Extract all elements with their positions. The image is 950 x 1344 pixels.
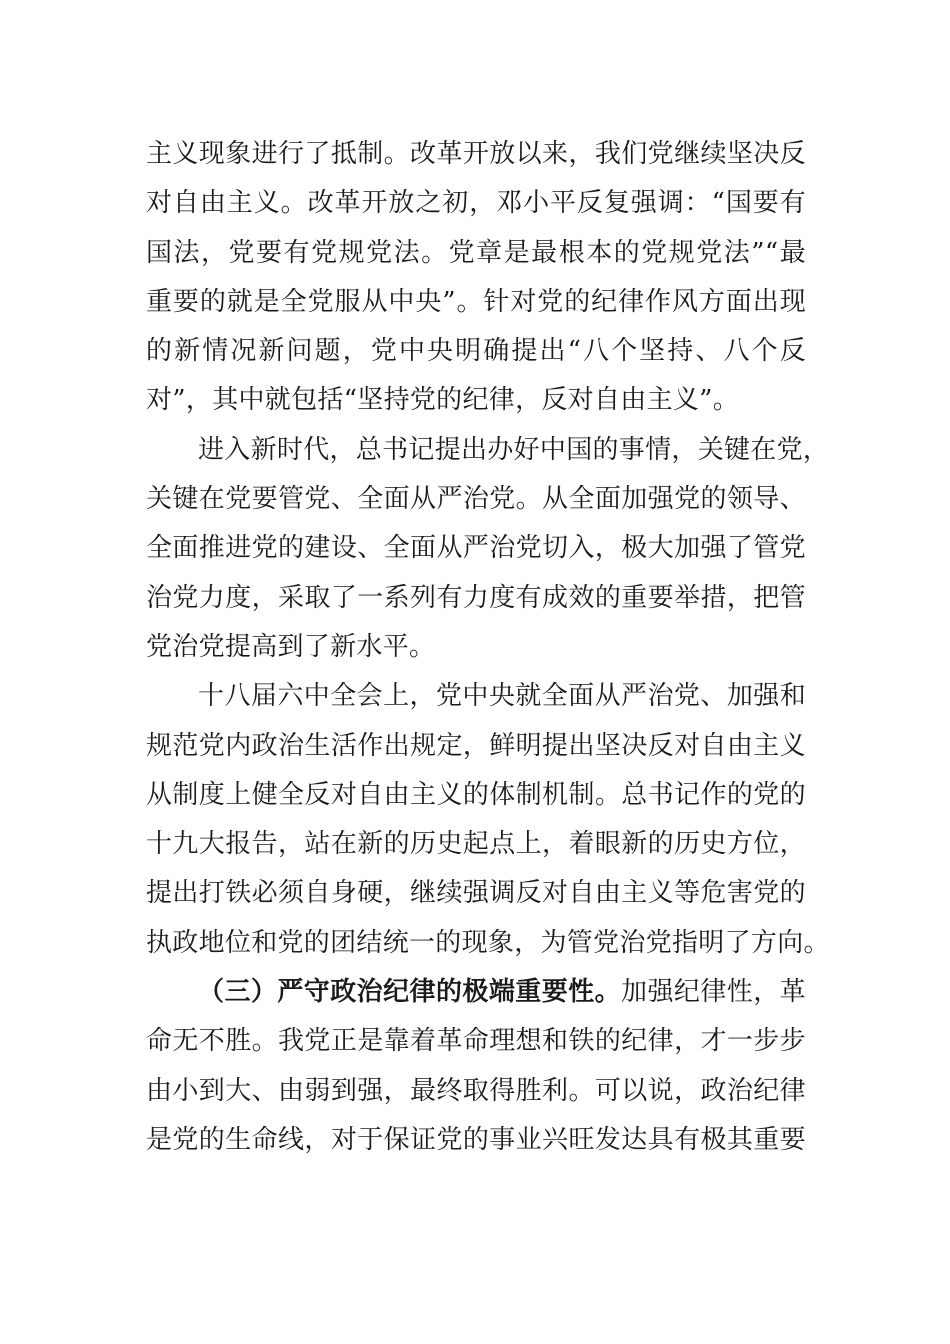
paragraph-3-line: 十九大报告，站在新的历史起点上，着眼新的历史方位， xyxy=(146,829,806,860)
paragraph-2-line: 党治党提高到了新水平。 xyxy=(146,631,436,662)
paragraph-1-line: 对自由主义。改革开放之初，邓小平反复强调：“国要有 xyxy=(146,188,806,219)
paragraph-4-line: 是党的生命线，对于保证党的事业兴旺发达具有极其重要 xyxy=(146,1124,806,1155)
paragraph-3-line: 提出打铁必须自身硬，继续强调反对自由主义等危害党的 xyxy=(146,878,806,909)
paragraph-2-line: 全面推进党的建设、全面从严治党切入，极大加强了管党 xyxy=(146,533,806,564)
paragraph-3-line: 十八届六中全会上，党中央就全面从严治党、加强和 xyxy=(198,681,806,712)
paragraph-1-line: 主义现象进行了抵制。改革开放以来，我们党继续坚决反 xyxy=(146,139,806,169)
paragraph-4-line: 由小到大、由弱到强，最终取得胜利。可以说，政治纪律 xyxy=(146,1075,806,1106)
section-heading: （三）严守政治纪律的极端重要性。 xyxy=(198,977,622,1008)
paragraph-2-line: 进入新时代，总书记提出办好中国的事情，关键在党， xyxy=(198,434,830,465)
paragraph-2-line: 治党力度，采取了一系列有力度有成效的重要举措，把管 xyxy=(146,582,806,613)
paragraph-4-first-line xyxy=(146,968,806,1017)
paragraph-2-line: 关键在党要管党、全面从严治党。从全面加强党的领导、 xyxy=(146,484,806,515)
section-heading-tail: 加强纪律性，革 xyxy=(621,977,806,1008)
paragraph-1-line: 重要的就是全党服从中央”。针对党的纪律作风方面出现 xyxy=(146,286,806,317)
paragraph-1-line: 的新情况新问题，党中央明确提出“八个坚持、八个反 xyxy=(146,336,806,367)
paragraph-1-line: 国法，党要有党规党法。党章是最根本的党规党法”“最 xyxy=(146,237,806,268)
paragraph-3-line: 规范党内政治生活作出规定，鲜明提出坚决反对自由主义 xyxy=(146,730,806,761)
paragraph-3-line: 从制度上健全反对自由主义的体制机制。总书记作的党的 xyxy=(146,779,806,810)
paragraph-4-line: 命无不胜。我党正是靠着革命理想和铁的纪律，才一步步 xyxy=(146,1026,806,1057)
paragraph-3-line: 执政地位和党的团结统一的现象，为管党治党指明了方向。 xyxy=(146,927,830,958)
document-body xyxy=(146,130,830,1165)
paragraph-1-line: 对”，其中就包括“坚持党的纪律，反对自由主义”。 xyxy=(146,385,740,416)
